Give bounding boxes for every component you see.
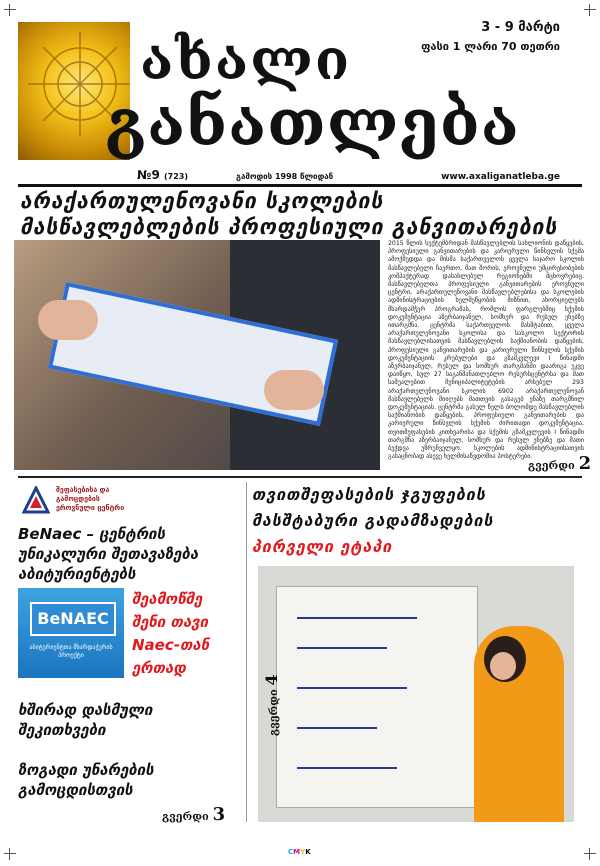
founded-line: გამოდის 1998 წლიდან: [236, 172, 334, 181]
lead-page-ref: გვერდი 2: [528, 453, 592, 474]
lead-headline: არაქართულენოვანი სკოლების მასწავლებლების პროფესიული განვითარების: [20, 189, 558, 239]
registration-mark: [4, 4, 16, 16]
lead-body-text: 2015 წლის სექტემბრიდან მასწავლებლის სახლიონის დაწყების, პროფესიული განვითარების და კარიერული წინსვლის სქემა ამოქმედდა და მისმა საქართველოს ყველა საჯარო სკოლის მასწავლებელი ჩაერთო, მათ შორის, ეროვნული უმცირესობების კომპაქტურად დასახლებულ რეგიონებში მცხოვრებიც. მასწავლებელთა პროფესიული განვითარების ეროვნული ცენტრი, არაქართულენოვანი მასწავლებლებისა და სკოლების ადმინისტრაციების ხელშეწყობის მიზნით, ახორციელებს მხარდამჭერ პროგრამას, რომლის ფარგლებშიც სქემის დოკუმენტაცია აზერბაიჯანულ, სომხურ და რუსულ ენებზე ითარგმნა. ცენტრმა საქართველოს მასშტაბით, ყველა არაქართულენოვანი სკოლისა და სასკოლო სექტორის მასწავლებლისათვის მასწავლებლის საქმიანობის დაწყების, პროფესიული განვითარების და კარიერული წინსვლის სქემის დოკუმენტაციის კრებულები და გზამკვლევი I წინადმი აზერბაიჯანულ, რუსულ და სომხურ თარგმანში დაარიგა უკვე დაიწყო, სულ 27 საგანმანათლებლო რესურსცენტრსა და მათ საშუალებით მუნიციპალიტეტების არსებულ 293 არაქართულენოვანი სკოლის 6902 არაქართულენოვან მასწავლებელს მიიღებს მათთვის გასაგებ ენაზე თარგმნილ დოკუმენტაციას. ცენტრმა გასულ წელს ბოლომდე მასწავლებლის საქმიანობის დაწყების, პროფესიული განვითარების და კარიერული წინსვლის სქემის ძირითადი დოკუმენტაცია, თვითშეფასების კითხვარისა და სქემის გზამკვლევის I წინადმი თარგმნა აზერბაიჯანულ, სომხურ და რუსულ ენებზე და მათი ბეჭდვა უზრუნველყო. სკოლების ადმინისტრაციისათვის გასაცნობად ასევე ხელმისაწვდომია პოსტერები.: [388, 240, 584, 461]
section-divider: [18, 476, 582, 478]
left-page-ref: გვერდი 3: [162, 804, 226, 825]
faq-heading: ხშირად დასმული შეკითხვები: [18, 701, 153, 739]
naec-logo-icon: [22, 486, 50, 514]
issue-price: ფასი 1 ლარი 70 თეთრი: [421, 40, 560, 53]
masthead-title-line1: ახალი: [140, 27, 352, 93]
masthead-title-line2: განათლება: [105, 86, 520, 161]
masthead-rule: [18, 184, 582, 187]
org-name: შეფასებისა და გამოცდების ეროვნული ცენტრი: [56, 486, 125, 512]
right-page-ref: გვერდი 4: [262, 674, 281, 736]
lead-photo: [14, 240, 380, 470]
right-photo: [258, 566, 574, 822]
benaec-headline: BeNaec – ცენტრის უნიკალური შეთავაზება აბიტურიენტებს: [18, 525, 199, 583]
cmyk-mark: CMYK: [288, 848, 311, 856]
issue-dates: 3 - 9 მარტი: [481, 20, 560, 35]
issue-number: №9 (723): [137, 168, 188, 182]
benaec-logo: BeNAEC აბიტურიენტთა მხარდაჭერის პროექტი: [18, 588, 124, 678]
skills-heading: ზოგადი უნარების გამოცდისთვის: [18, 761, 154, 799]
column-divider: [246, 482, 247, 822]
benaec-slogan: შეამოწმე შენი თავი Naec-თან ერთად: [132, 590, 210, 677]
registration-mark: [584, 848, 596, 860]
right-headline: თვითშეფასების ჯგუფების მასშტაბური გადამზადების პირველი ეტაპი: [252, 485, 494, 556]
website-link[interactable]: www.axaliganatleba.ge: [441, 172, 560, 182]
registration-mark: [4, 848, 16, 860]
registration-mark: [584, 4, 596, 16]
